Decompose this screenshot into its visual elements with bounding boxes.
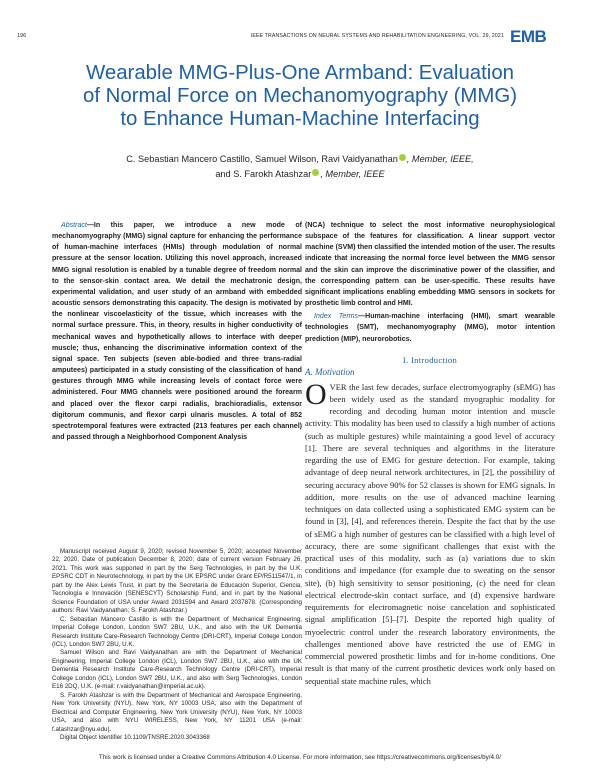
abstract	[52, 220, 302, 443]
index-terms-heading: Index Terms	[314, 313, 359, 321]
orcid-icon[interactable]	[312, 169, 319, 176]
author-names: C. Sebastian Mancero Castillo, Samuel Wilson, Ravi Vaidyanathan	[126, 154, 398, 164]
title-line: to Enhance Human-Machine Interfacing	[120, 108, 480, 130]
footnote: Samuel Wilson and Ravi Vaidyanathan are with the Department of Mechanical Engineering, Imperial College London (ICL), London SW7 2BU, U.K., also with the UK Dementia Research Institute Care-Research Technology Centre (DRI-CRT), Imperial College London (ICL), London SW7 2BU, U.K., and also with Serg Technologies, London E16 2DQ, U.K. (e-mail: r.vaidyanathan@imperial.ac.uk).	[52, 649, 302, 691]
abstract-text: In this paper, we introduce a new mode of mechanomyography (MMG) signal capture for enhancing the performance of human-machine interfaces (HMIs) through modulation of normal pressure at the sensor location. Utilizing this novel approach, increased MMG signal resolution is enabled by a tunable degree of freedom normal to the sensor-skin contact area. We detail the mechatronic design, experimental validation, and user study of an armband with embedded acoustic sensors demonstrating this capacity. The design is motivated by the nonlinear viscoelasticity of the tissue, which increases with the normal surface pressure. This, in theory, results in higher conductivity of mechanical waves and hypothetically allows to interface with deeper muscle; thus, enhancing the discriminative information context of the signal space. Ten subjects (seven able-bodied and three trans-radial amputees) participated in a study consisting of the classification of hand gestures through MMG while increasing levels of contact force were administered. Four MMG channels were positioned around the forearm and placed over the flexor carpi radialis, brachioradialis, extensor digitorum communis, and flexor carpi ulnaris muscles. A total of 852 spectrotemporal features were extracted (213 features per each channel) and passed through a Neighborhood Component Analysis	[52, 222, 302, 441]
right-column	[305, 220, 555, 687]
author-role: , Member, IEEE	[320, 169, 385, 179]
author-names: and S. Farokh Atashzar	[215, 169, 312, 179]
emb-logo	[510, 27, 547, 47]
footnotes	[52, 548, 302, 742]
page-number: 196	[17, 33, 27, 39]
intro-text: VER the last few decades, surface electromyography (sEMG) has been widely used as the standard myographic modality for recording and decoding human motor intention and muscle activity. This modality has been used to classify a high number of actions (such as multiple gestures) while maintaining a good level of accuracy [1]. There are several techniques and algorithms in the literature regarding the use of EMG for gesture detection. For example, taking advantage of deep neural network architectures, in [2], the possibility of securing accuracy above 90% for 52 classes is shown for EMG signals. In addition, more results on the use of advanced machine learning techniques on data collected using a sophisticated EMG system can be found in [3], [4], and references therein. Despite the fact that by the use of sEMG a high number of gestures can be classified with a high level of accuracy, there are some significant challenges that exist with the practical uses of this modality, such as (a) variations due to skin conditions and impedance (for example due to sweating on the sensor site), (b) high sensitivity to sensor positioning, (c) the need for clean electrical electrode-skin contact surface, and (d) expensive hardware requirements for electromagnetic noise cancelation and sophisticated signal amplification [5]–[7]. Despite the reported high quality of myoelectric control under the research laboratory environments, the challenges mentioned above have restricted the use of EMG in commercial powered prosthetic limbs and for in-home conditions. One result is that many of the current prosthetic devices work only based on sequential state machine rules, which	[305, 381, 556, 686]
footnote: S. Farokh Atashzar is with the Department of Mechanical and Aerospace Engineering, New York University (NYU), New York, NY 10003 USA, also with the Department of Electrical and Computer Engineering, New York University (NYU), New York, NY 10003 USA, and also with NYU WIRELESS, New York, NY 11201 USA (e-mail: f.atashzar@nyu.edu).	[52, 691, 302, 733]
index-terms-text: Human-machine interfacing (HMI), smart wearable technologies (SMT), mechanomyography (MMG), motor intention prediction (MIP), neurorobotics.	[305, 313, 556, 343]
orcid-icon[interactable]	[399, 154, 406, 161]
logo-text: EMB	[510, 27, 547, 46]
footnote: C. Sebastian Mancero Castillo is with the Department of Mechanical Engineering, Imperial College London, London SW7 2BU, U.K., and also with the UK Dementia Research Institute Care-Research Technology Centre (DRI-CRT), Imperial College London (ICL), London SW7 2BU, U.K.	[52, 615, 302, 648]
abstract-continued: (NCA) technique to select the most informative neurophysiological subspace of the features for classification. A linear support vector machine (SVM) then classified the intended motion of the user. The results indicate that increasing the normal force level between the MMG sensor and the skin can improve the discriminative power of the classifier, and the corresponding pattern can be user-specific. These results have significant implications enabling embedding MMG sensors in sockets for prosthetic limb control and HMI.	[305, 222, 555, 308]
license-footer: This work is licensed under a Creative Commons Attribution 4.0 License. For more information, see https://creativecommons.org/licenses/by/4.0/	[98, 754, 502, 761]
journal-header: IEEE TRANSACTIONS ON NEURAL SYSTEMS AND REHABILITATION ENGINEERING, VOL. 29, 2021	[250, 33, 504, 39]
paper-title	[30, 62, 570, 131]
title-line: of Normal Force on Mechanomyography (MMG)	[82, 85, 517, 107]
section-heading: I. Introduction	[402, 354, 458, 365]
title-line: Wearable MMG-Plus-One Armband: Evaluation	[85, 62, 514, 84]
subsection-heading: A. Motivation	[305, 366, 355, 377]
doi[interactable]: Digital Object Identifier 10.1109/TNSRE.2020.3043368	[60, 733, 210, 741]
intro-paragraph	[305, 377, 556, 687]
abstract-heading: Abstract	[61, 222, 87, 229]
left-column	[52, 220, 302, 443]
drop-cap: O	[305, 377, 327, 411]
abstract-dash: —	[86, 222, 94, 229]
index-terms-dash: —	[358, 313, 366, 321]
footnote: Manuscript received August 9, 2020; revised November 5, 2020; accepted November 22, 2020. Date of publication December 8, 2020; date of current version February 26, 2021. This work was supported in part by the Serg Technologies, in part by the U.K. EPSRC CDT in Neurotechnology, in part by the UK EPSRC under Grant EP/R511547/1, in part by the Alex Lewis Trust, in part by the Secretaría de Educación Superior, Ciencia, Tecnología e Innovación (SENESCYT) Scholarship Fund, and in part by the National Science Foundation of USA under Award 2031594 and Award 2037878. (Corresponding authors: Ravi Vaidyanathan; S. Farokh Atashzar.)	[52, 548, 302, 615]
author-list	[40, 152, 560, 182]
author-role: , Member, IEEE,	[406, 154, 474, 164]
index-terms	[305, 311, 555, 344]
